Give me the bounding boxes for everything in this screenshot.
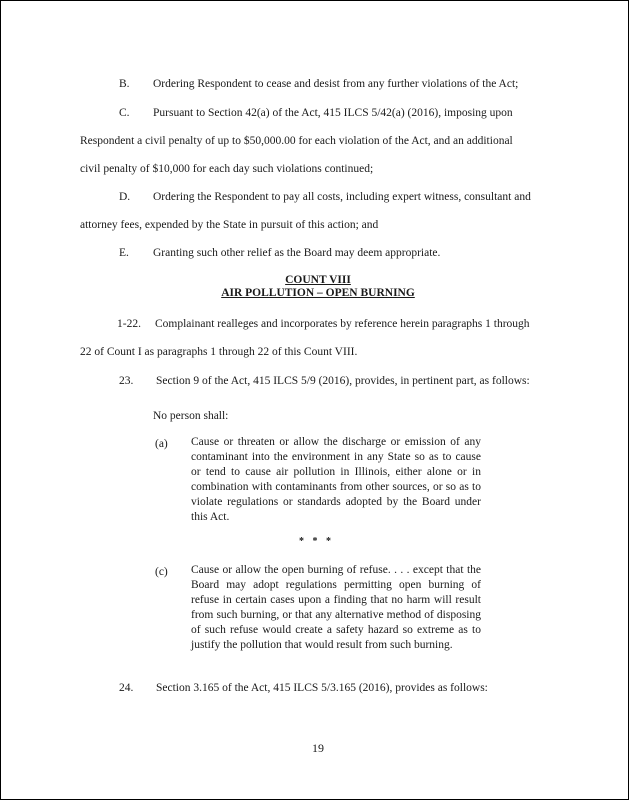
item-c-line2: Respondent a civil penalty of up to $50,000.00 for each violation of the Act, and an additional [80,135,513,147]
item-c-line3: civil penalty of $10,000 for each day such violations continued; [80,163,374,175]
item-b-marker: B. [119,78,130,90]
count-title: COUNT VIII [285,274,351,286]
paragraph-1-22-line2: 22 of Count I as paragraphs 1 through 22 of this Count VIII. [80,346,358,358]
item-c-marker: C. [119,107,130,119]
item-d-line2: attorney fees, expended by the State in pursuit of this action; and [80,219,379,231]
page-number: 19 [312,741,324,755]
paragraph-23-number: 23. [119,375,134,387]
paragraph-1-22-number: 1-22. [117,318,141,330]
item-e-text: Granting such other relief as the Board may deem appropriate. [153,247,441,259]
paragraph-23-text: Section 9 of the Act, 415 ILCS 5/9 (2016), provides, in pertinent part, as follows: [156,375,530,387]
quote-intro: No person shall: [153,410,229,422]
count-subtitle: AIR POLLUTION – OPEN BURNING [221,287,415,299]
quote-c-text: Cause or allow the open burning of refuse. . . . except that the Board may adopt regulations permitting open burning of refuse in certain cases upon a finding that no harm will result from such burning, or that any alternative method of disposing of such refuse would create a safety hazard so extreme as to justify the pollution that would result from such burning. [191,564,481,651]
item-e-marker: E. [119,247,129,259]
quote-a-marker: (a) [155,438,168,450]
item-d-line1: Ordering the Respondent to pay all costs, including expert witness, consultant and [153,191,531,203]
paragraph-24-number: 24. [119,682,134,694]
paragraph-1-22-line1: Complainant realleges and incorporates by reference herein paragraphs 1 through [155,318,530,330]
quote-c-marker: (c) [155,566,168,578]
ellipsis-separator: * * * [299,536,334,547]
quote-a-text: Cause or threaten or allow the discharge or emission of any contaminant into the environment in any State so as to cause or tend to cause air pollution in Illinois, either alone or in combination with contaminants from other sources, or so as to violate regulations or standards adopted by the Board under this Act. [191,436,481,523]
item-c-line1: Pursuant to Section 42(a) of the Act, 415 ILCS 5/42(a) (2016), imposing upon [153,107,513,119]
item-d-marker: D. [119,191,131,203]
item-b-text: Ordering Respondent to cease and desist from any further violations of the Act; [153,78,519,90]
paragraph-24-text: Section 3.165 of the Act, 415 ILCS 5/3.165 (2016), provides as follows: [156,682,488,694]
